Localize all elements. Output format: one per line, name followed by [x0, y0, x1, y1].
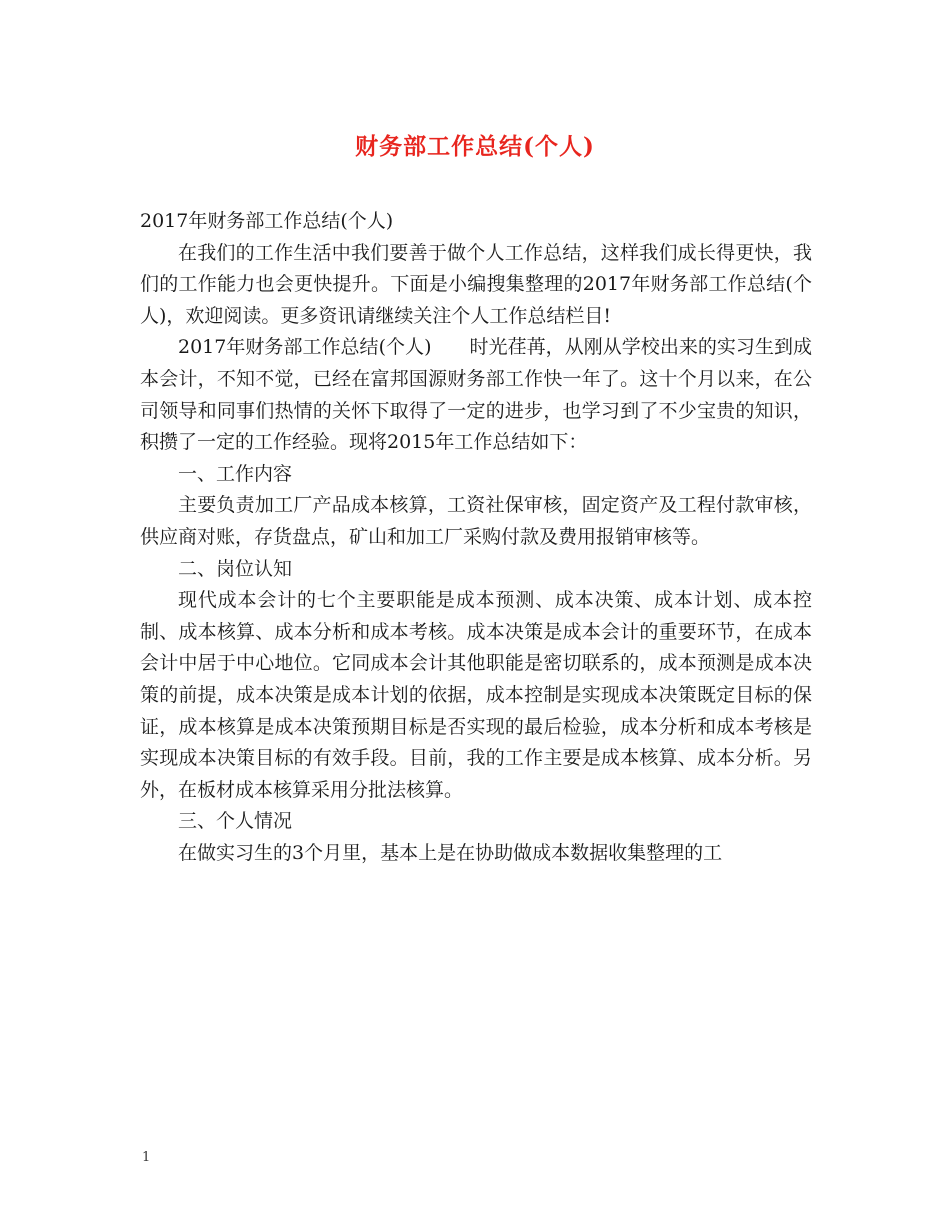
document-title: 财务部工作总结(个人)	[355, 133, 595, 160]
paragraph-opening: 2017年财务部工作总结(个人) 时光荏苒，从刚从学校出来的实习生到成本会计，不知不觉，已经在富邦国源财务部工作快一年了。这十个月以来，在公司领导和同事们热情的关怀下取得了一定的进步，也学习到了不少宝贵的知识，积攒了一定的工作经验。现将2015年工作总结如下：	[140, 336, 812, 454]
section-heading-role-understanding: 二、岗位认知	[178, 557, 293, 580]
page-number: 1	[142, 1150, 151, 1165]
section-heading-work-content: 一、工作内容	[178, 462, 293, 485]
paragraph-subtitle: 2017年财务部工作总结(个人)	[140, 210, 394, 232]
paragraph-work-content: 主要负责加工厂产品成本核算，工资社保审核，固定资产及工程付款审核，供应商对账，存货盘点，矿山和加工厂采购付款及费用报销审核等。	[140, 494, 812, 548]
document-body	[140, 206, 812, 869]
paragraph-personal: 在做实习生的3个月里，基本上是在协助做成本数据收集整理的工	[178, 841, 723, 864]
paragraph-role-understanding: 现代成本会计的七个主要职能是成本预测、成本决策、成本计划、成本控制、成本核算、成本分析和成本考核。成本决策是成本会计的重要环节，在成本会计中居于中心地位。它同成本会计其他职能是密切联系的，成本预测是成本决策的前提，成本决策是成本计划的依据，成本控制是实现成本决策既定目标的保证，成本核算是成本决策预期目标是否实现的最后检验，成本分析和成本考核是实现成本决策目标的有效手段。目前，我的工作主要是成本核算、成本分析。另外，在板材成本核算采用分批法核算。	[140, 589, 812, 801]
paragraph-intro: 在我们的工作生活中我们要善于做个人工作总结，这样我们成长得更快，我们的工作能力也会更快提升。下面是小编搜集整理的2017年财务部工作总结(个人)，欢迎阅读。更多资讯请继续关注个人工作总结栏目!	[140, 241, 812, 327]
section-heading-personal: 三、个人情况	[178, 810, 293, 833]
